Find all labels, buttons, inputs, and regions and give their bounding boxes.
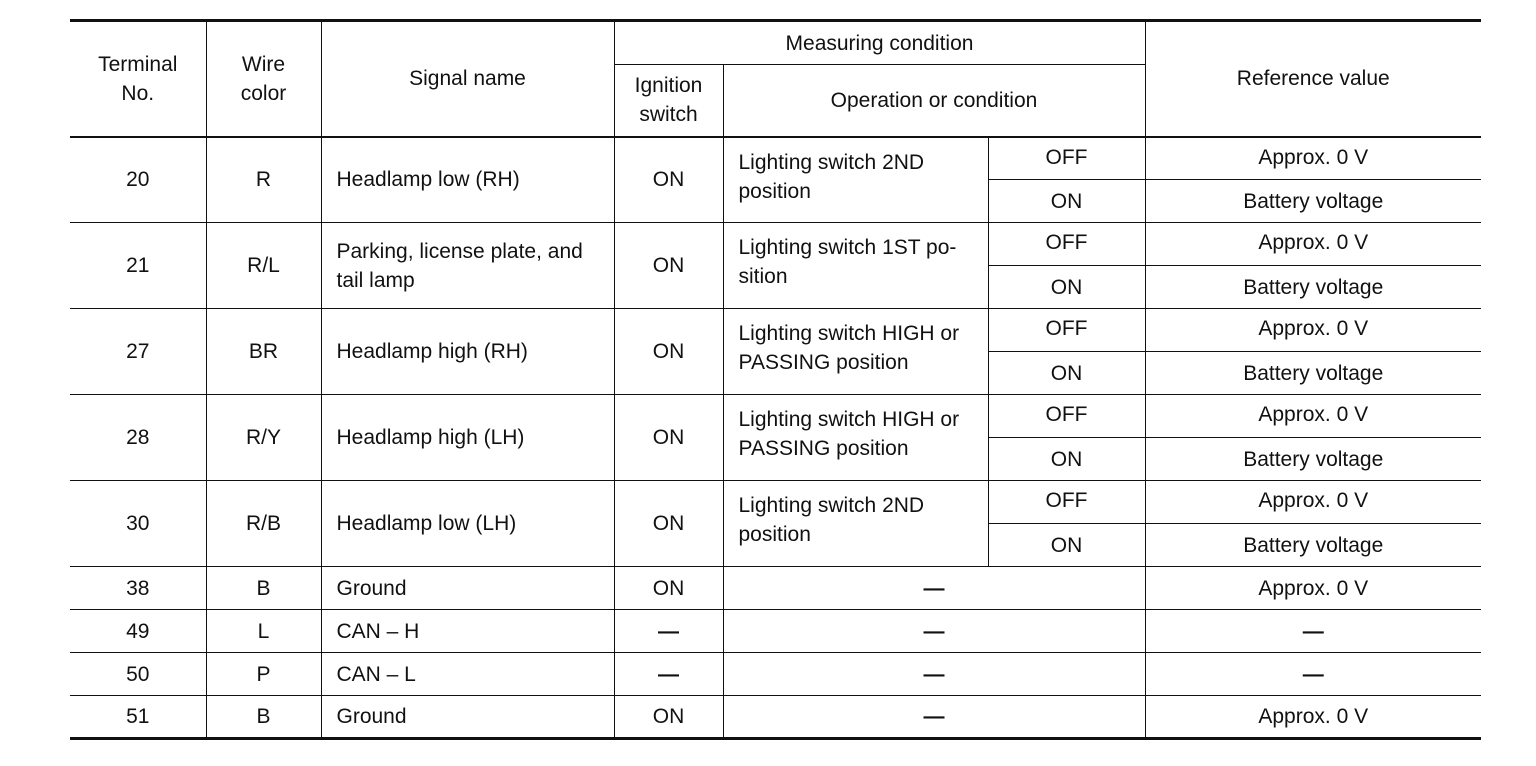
operation-cell: Lighting switch 1ST po-sition — [723, 223, 988, 309]
reference-value-cell: Battery voltage — [1145, 266, 1481, 309]
reference-value-cell: Battery voltage — [1145, 438, 1481, 481]
terminal-no-cell: 30 — [70, 481, 206, 567]
signal-name-cell: CAN – L — [321, 653, 614, 696]
header-measuring-condition: Measuring condition — [614, 21, 1145, 65]
table-row — [70, 309, 1481, 352]
table-row — [70, 567, 1481, 610]
terminal-reference-table — [70, 19, 1481, 740]
terminal-no-cell: 20 — [70, 137, 206, 223]
reference-value-cell: Approx. 0 V — [1145, 696, 1481, 739]
table-row — [70, 653, 1481, 696]
wire-color-cell: L — [206, 610, 321, 653]
reference-value-cell: Approx. 0 V — [1145, 567, 1481, 610]
switch-state-cell: OFF — [988, 223, 1145, 266]
reference-value-cell: — — [1145, 610, 1481, 653]
table-body — [70, 137, 1481, 739]
terminal-no-cell: 21 — [70, 223, 206, 309]
reference-value-cell: Approx. 0 V — [1145, 481, 1481, 524]
switch-state-cell: ON — [988, 438, 1145, 481]
operation-cell: Lighting switch HIGH or PASSING position — [723, 395, 988, 481]
table-row — [70, 223, 1481, 266]
operation-cell: — — [723, 610, 1145, 653]
switch-state-cell: OFF — [988, 395, 1145, 438]
reference-value-cell: Approx. 0 V — [1145, 223, 1481, 266]
wire-color-cell: R/L — [206, 223, 321, 309]
operation-cell: Lighting switch 2ND position — [723, 137, 988, 223]
operation-cell: — — [723, 653, 1145, 696]
ignition-switch-cell: ON — [614, 137, 723, 223]
table-row — [70, 481, 1481, 524]
ignition-switch-cell: ON — [614, 223, 723, 309]
terminal-no-cell: 28 — [70, 395, 206, 481]
terminal-no-cell: 51 — [70, 696, 206, 739]
table-row — [70, 610, 1481, 653]
header-terminal-no: Terminal No. — [70, 21, 206, 137]
table-row — [70, 696, 1481, 739]
wire-color-cell: B — [206, 567, 321, 610]
signal-name-cell: Headlamp high (LH) — [321, 395, 614, 481]
reference-value-cell: Battery voltage — [1145, 180, 1481, 223]
table-row — [70, 395, 1481, 438]
operation-cell: — — [723, 567, 1145, 610]
terminal-no-cell: 50 — [70, 653, 206, 696]
reference-value-cell: — — [1145, 653, 1481, 696]
terminal-reference-table-container — [70, 19, 1481, 740]
signal-name-cell: CAN – H — [321, 610, 614, 653]
switch-state-cell: ON — [988, 352, 1145, 395]
switch-state-cell: OFF — [988, 309, 1145, 352]
reference-value-cell: Approx. 0 V — [1145, 395, 1481, 438]
signal-name-cell: Parking, license plate, and tail lamp — [321, 223, 614, 309]
ignition-switch-cell: ON — [614, 567, 723, 610]
terminal-no-cell: 27 — [70, 309, 206, 395]
reference-value-cell: Approx. 0 V — [1145, 309, 1481, 352]
operation-cell: Lighting switch HIGH or PASSING position — [723, 309, 988, 395]
terminal-no-cell: 38 — [70, 567, 206, 610]
switch-state-cell: OFF — [988, 481, 1145, 524]
ignition-switch-cell: ON — [614, 481, 723, 567]
signal-name-cell: Ground — [321, 567, 614, 610]
wire-color-cell: R/Y — [206, 395, 321, 481]
wire-color-cell: B — [206, 696, 321, 739]
reference-value-cell: Battery voltage — [1145, 352, 1481, 395]
signal-name-cell: Headlamp high (RH) — [321, 309, 614, 395]
signal-name-cell: Headlamp low (LH) — [321, 481, 614, 567]
ignition-switch-cell: — — [614, 610, 723, 653]
header-ignition-switch: Ignition switch — [614, 65, 723, 137]
ignition-switch-cell: — — [614, 653, 723, 696]
reference-value-cell: Approx. 0 V — [1145, 137, 1481, 180]
switch-state-cell: ON — [988, 524, 1145, 567]
header-signal-name: Signal name — [321, 21, 614, 137]
switch-state-cell: ON — [988, 180, 1145, 223]
terminal-no-cell: 49 — [70, 610, 206, 653]
ignition-switch-cell: ON — [614, 696, 723, 739]
wire-color-cell: R/B — [206, 481, 321, 567]
operation-cell: — — [723, 696, 1145, 739]
wire-color-cell: P — [206, 653, 321, 696]
wire-color-cell: BR — [206, 309, 321, 395]
header-reference-value: Reference value — [1145, 21, 1481, 137]
operation-cell: Lighting switch 2ND position — [723, 481, 988, 567]
switch-state-cell: OFF — [988, 137, 1145, 180]
ignition-switch-cell: ON — [614, 309, 723, 395]
signal-name-cell: Ground — [321, 696, 614, 739]
header-operation-or-condition: Operation or condition — [723, 65, 1145, 137]
table-header — [70, 21, 1481, 137]
ignition-switch-cell: ON — [614, 395, 723, 481]
header-wire-color: Wire color — [206, 21, 321, 137]
switch-state-cell: ON — [988, 266, 1145, 309]
signal-name-cell: Headlamp low (RH) — [321, 137, 614, 223]
wire-color-cell: R — [206, 137, 321, 223]
table-row — [70, 137, 1481, 180]
reference-value-cell: Battery voltage — [1145, 524, 1481, 567]
